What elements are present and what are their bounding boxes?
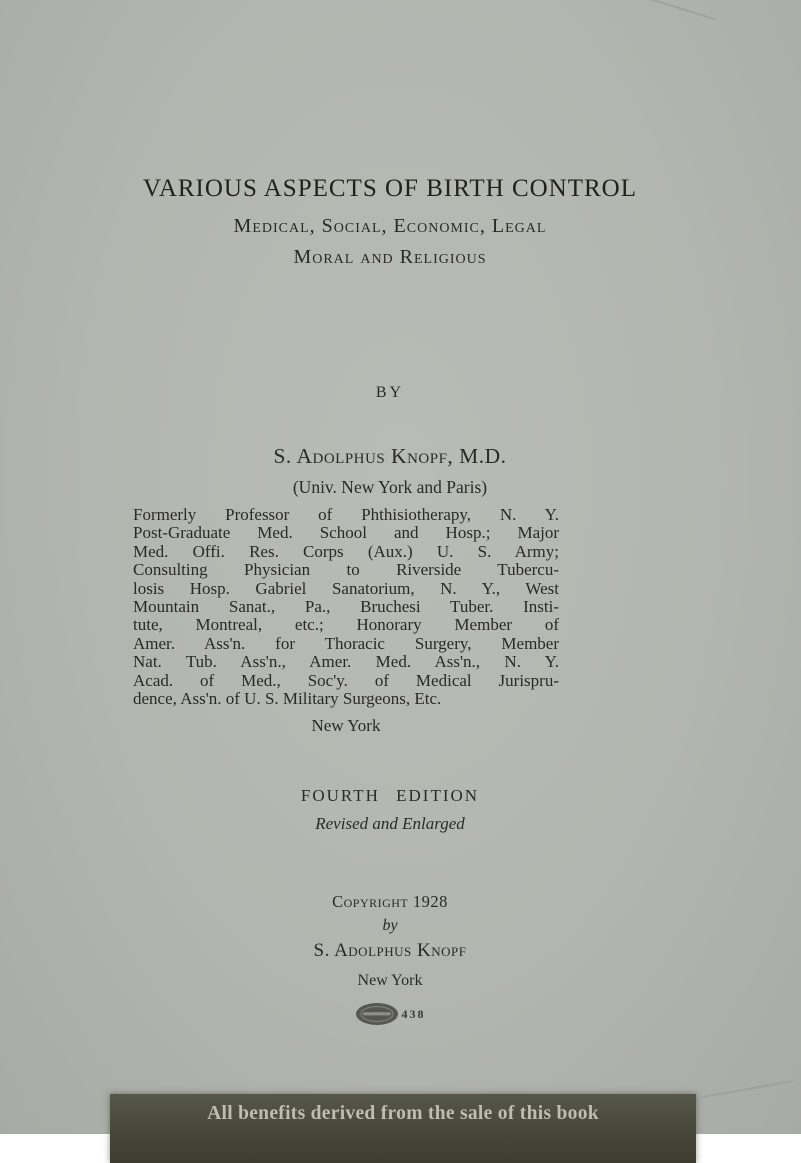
author-affiliation: (Univ. New York and Paris) (292, 477, 488, 497)
scan-artifact-top-right (622, 0, 716, 20)
credentials-line: Consulting Physician to Riverside Tubercu- (133, 560, 559, 580)
author-name: S. Adolphus Knopf, M.D. (273, 444, 507, 468)
printer-mark-row (0, 1002, 780, 1026)
credentials-line: losis Hosp. Gabriel Sanatorium, N. Y., West (133, 578, 559, 598)
printers-mark-icon (355, 1002, 399, 1026)
edition-label: FOURTH EDITION (300, 786, 480, 805)
credentials-line: Acad. of Med., Soc'y. of Medical Jurispru- (133, 670, 559, 690)
subtitle-line-2: Moral and Religious (293, 246, 487, 268)
credentials-line: Amer. Ass'n. for Thoracic Surgery, Member (133, 633, 559, 653)
scan-artifact-bottom-right (703, 1080, 794, 1098)
copyright-city: New York (357, 972, 423, 989)
page-title: VARIOUS ASPECTS OF BIRTH CONTROL (142, 174, 637, 202)
footer-caption-band (110, 1094, 696, 1163)
copyright-line: Copyright 1928 (332, 892, 448, 911)
author-credentials (133, 506, 559, 708)
edition-note: Revised and Enlarged (315, 814, 465, 833)
credentials-line: Med. Offi. Res. Corps (Aux.) U. S. Army; (133, 541, 559, 561)
credentials-line: Mountain Sanat., Pa., Bruchesi Tuber. Insti- (133, 597, 559, 617)
copyright-author: S. Adolphus Knopf (313, 940, 467, 961)
credentials-line: Formerly Professor of Phthisiotherapy, N. Y. (133, 505, 559, 524)
copyright-by-label: by (382, 917, 398, 934)
subtitle-line-1: Medical, Social, Economic, Legal (233, 215, 547, 237)
credentials-line: dence, Ass'n. of U. S. Military Surgeons, Etc. (133, 689, 442, 709)
credentials-line: Post-Graduate Med. School and Hosp.; Major (133, 523, 559, 543)
city-line: New York (311, 716, 381, 735)
credentials-line: tute, Montreal, etc.; Honorary Member of (133, 615, 559, 635)
by-label: BY (375, 384, 405, 401)
printer-mark-number: 438 (401, 1006, 426, 1021)
footer-caption: All benefits derived from the sale of this book (207, 1103, 599, 1124)
credentials-line: Nat. Tub. Ass'n., Amer. Med. Ass'n., N. Y. (133, 652, 559, 672)
